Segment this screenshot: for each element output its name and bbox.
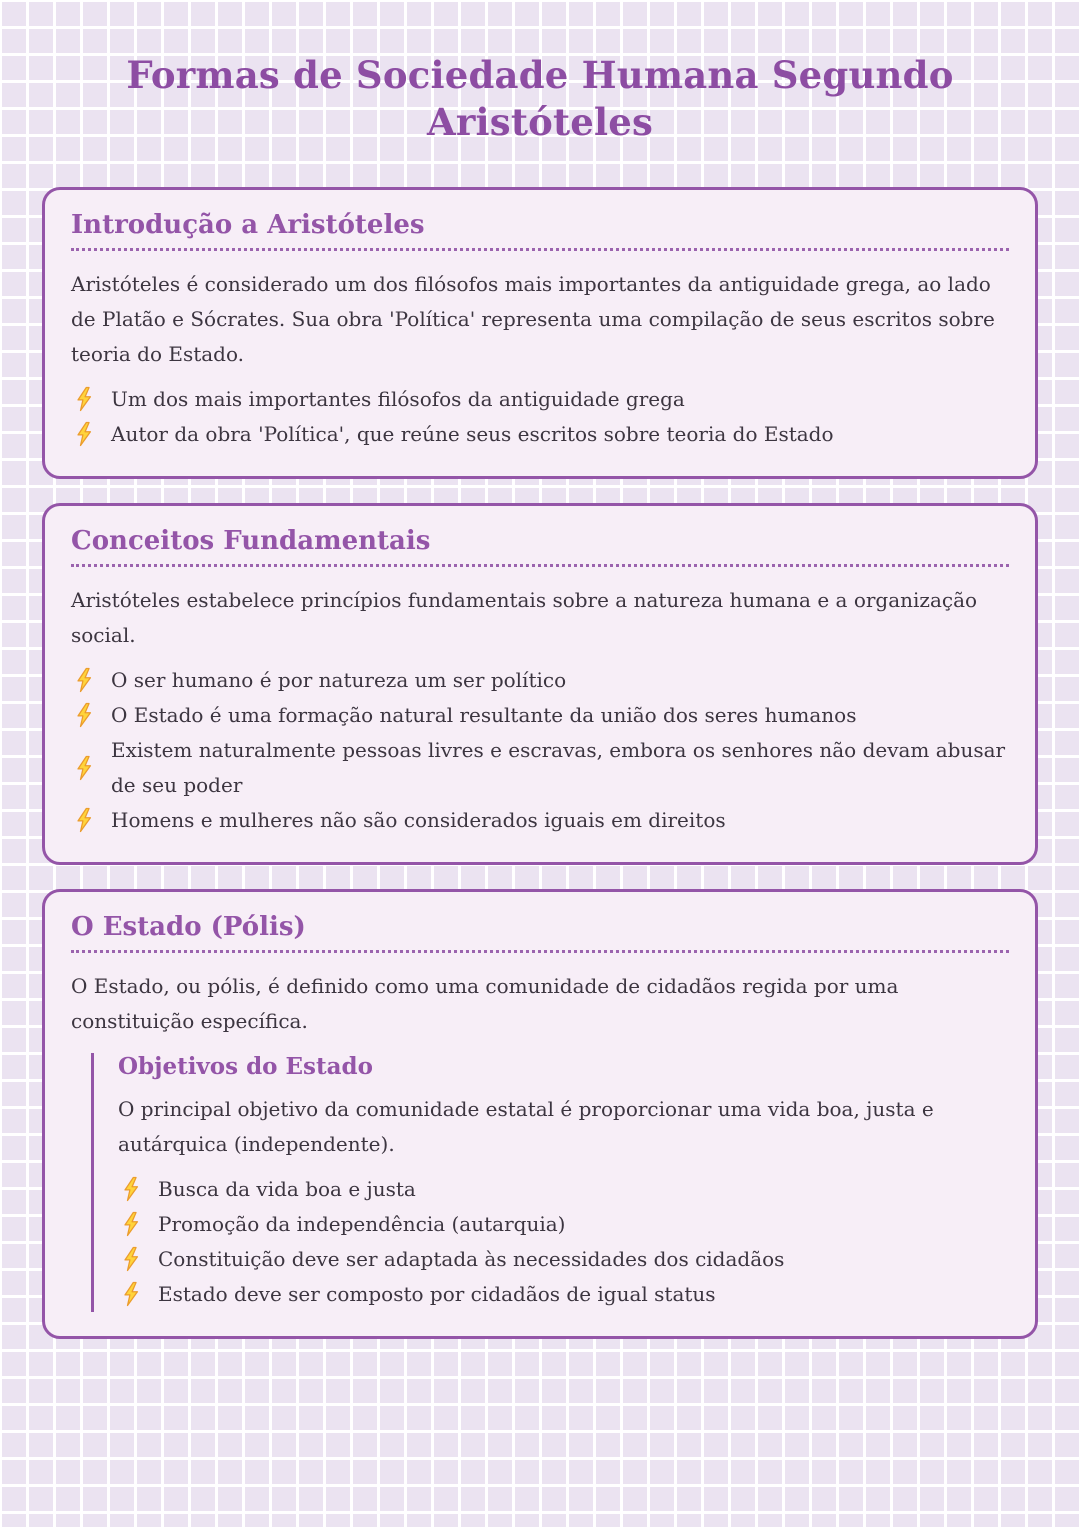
card-heading: Introdução a Aristóteles [71,209,425,240]
bullet-list [71,382,1009,452]
bullet-list [71,663,1009,838]
bullet-text: Estado deve ser composto por cidadãos de igual status [158,1281,716,1306]
bullet-item [71,803,1009,838]
bullet-text: O Estado é uma formação natural resultante da união dos seres humanos [111,702,857,727]
card-conceitos [42,503,1038,865]
card-estado-polis [42,889,1038,1339]
bullet-text: Existem naturalmente pessoas livres e escravas, embora os senhores não devam abusar de seu poder [111,737,1006,797]
bullet-item [71,663,1009,698]
bullet-text: Homens e mulheres não são considerados iguais em direitos [111,807,726,832]
lightning-icon [120,1211,142,1237]
bullet-item [118,1277,1009,1312]
bullet-text: Um dos mais importantes filósofos da antiguidade grega [111,386,685,411]
bullet-item [71,733,1009,803]
lightning-icon [120,1281,142,1307]
bullet-item [71,417,1009,452]
page-title: Formas de Sociedade Humana Segundo Aristóteles [126,53,954,145]
subsection-heading: Objetivos do Estado [118,1052,373,1080]
bullet-text: Autor da obra 'Política', que reúne seus escritos sobre teoria do Estado [111,421,834,446]
lightning-icon [73,755,95,781]
bullet-item [118,1207,1009,1242]
lightning-icon [73,702,95,728]
bullet-text: Busca da vida boa e justa [158,1176,416,1201]
card-heading: Conceitos Fundamentais [71,525,431,556]
subsection-objetivos [91,1053,1009,1312]
lightning-icon [120,1246,142,1272]
lightning-icon [73,667,95,693]
bullet-item [71,698,1009,733]
lightning-icon [120,1176,142,1202]
heading-divider [71,950,1009,953]
heading-divider [71,248,1009,251]
subsection-intro: O principal objetivo da comunidade estatal é proporcionar uma vida boa, justa e autárquica (independente). [118,1096,934,1156]
card-heading: O Estado (Pólis) [71,911,306,942]
bullet-item [118,1172,1009,1207]
bullet-item [118,1242,1009,1277]
bullet-text: Promoção da independência (autarquia) [158,1211,566,1236]
card-intro: O Estado, ou pólis, é definido como uma comunidade de cidadãos regida por uma constituição específica. [71,973,899,1033]
card-introducao [42,187,1038,479]
bullet-list [118,1172,1009,1312]
card-intro: Aristóteles é considerado um dos filósofos mais importantes da antiguidade grega, ao lado de Platão e Sócrates. Sua obra 'Política' representa uma compilação de seus escritos sobre teoria do Estado. [71,271,995,366]
bullet-text: Constituição deve ser adaptada às necessidades dos cidadãos [158,1246,785,1271]
bullet-item [71,382,1009,417]
bullet-text: O ser humano é por natureza um ser político [111,667,567,692]
heading-divider [71,564,1009,567]
lightning-icon [73,386,95,412]
card-intro: Aristóteles estabelece princípios fundamentais sobre a natureza humana e a organização social. [71,587,978,647]
lightning-icon [73,421,95,447]
lightning-icon [73,807,95,833]
